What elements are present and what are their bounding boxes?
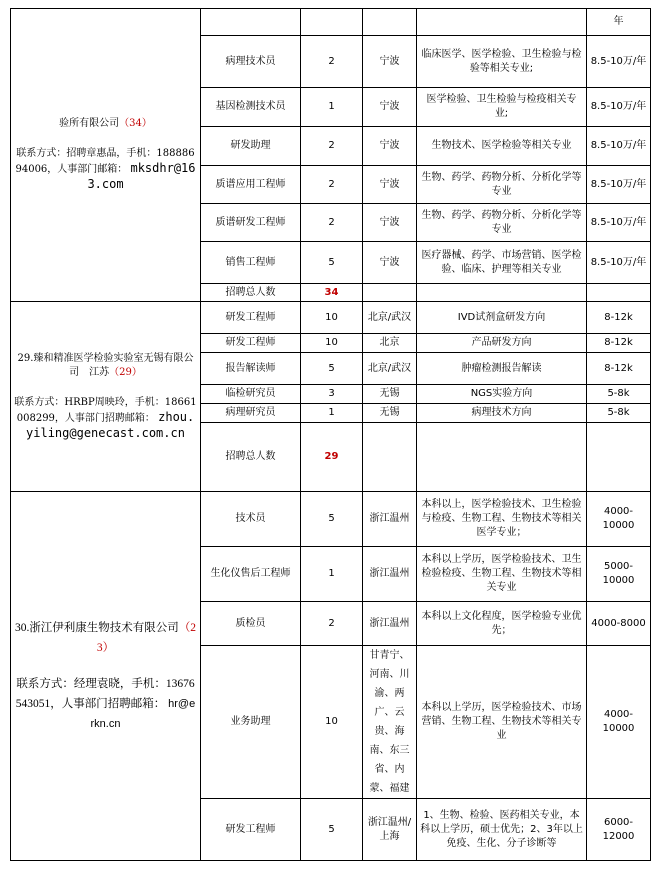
major-cell: 肿瘤检测报告解读 [417, 353, 587, 385]
total-label: 招聘总人数 [201, 423, 301, 492]
location-cell: 浙江温州 [363, 547, 417, 602]
salary-cell: 4000-10000 [587, 646, 651, 799]
company-count: （34） [119, 118, 152, 129]
major-cell: 生物、药学、药物分析、分析化学等专业 [417, 166, 587, 204]
contact-text: 联系方式：招聘章惠晶，手机：18888694006，人事部门邮箱： [15, 148, 195, 175]
salary-cell: 年 [587, 9, 651, 36]
location-cell: 甘青宁、河南、川渝、两广、云贵、海南、东三省、内蒙、福建 [363, 646, 417, 799]
salary-cell: 4000-8000 [587, 602, 651, 646]
count-cell: 2 [301, 602, 363, 646]
position-cell: 技术员 [201, 492, 301, 547]
count-cell: 10 [301, 302, 363, 334]
location-cell: 宁波 [363, 242, 417, 284]
total-label: 招聘总人数 [201, 284, 301, 302]
position-cell: 销售工程师 [201, 242, 301, 284]
position-cell: 质谱应用工程师 [201, 166, 301, 204]
company-count: （29） [109, 366, 142, 378]
count-cell: 1 [301, 547, 363, 602]
count-cell: 5 [301, 353, 363, 385]
position-cell: 病理研究员 [201, 404, 301, 423]
location-cell: 宁波 [363, 166, 417, 204]
major-cell: 生物、药学、药物分析、分析化学等专业 [417, 204, 587, 242]
count-cell: 3 [301, 385, 363, 404]
company-count: （23） [96, 622, 197, 654]
contact-email: mksdhr@163.com [87, 161, 196, 191]
major-cell: 1、生物、检验、医药相关专业，本科以上学历，硕士优先；2、3年以上免疫、生化、分子诊断等 [417, 799, 587, 861]
major-cell: 医疗器械、药学、市场营销、医学检验、临床、护理等相关专业 [417, 242, 587, 284]
location-cell: 宁波 [363, 36, 417, 88]
location-cell: 宁波 [363, 127, 417, 166]
salary-cell: 8.5-10万/年 [587, 88, 651, 127]
table-row [11, 302, 651, 334]
salary-cell: 5-8k [587, 385, 651, 404]
total-count: 29 [301, 423, 363, 492]
company-cell [11, 492, 201, 861]
position-cell: 研发工程师 [201, 302, 301, 334]
location-cell: 浙江温州/上海 [363, 799, 417, 861]
major-cell: 本科以上学历，医学检验技术、市场营销、生物工程、生物技术等相关专业 [417, 646, 587, 799]
recruitment-table [10, 8, 651, 861]
major-cell: 病理技术方向 [417, 404, 587, 423]
salary-cell: 8.5-10万/年 [587, 166, 651, 204]
major-cell: NGS实验方向 [417, 385, 587, 404]
position-cell: 研发助理 [201, 127, 301, 166]
location-cell: 无锡 [363, 385, 417, 404]
position-cell: 质谱研发工程师 [201, 204, 301, 242]
major-cell: 临床医学、医学检验、卫生检验与检验等相关专业; [417, 36, 587, 88]
table-row [11, 492, 651, 547]
salary-cell: 8.5-10万/年 [587, 204, 651, 242]
salary-cell: 8.5-10万/年 [587, 127, 651, 166]
position-cell: 报告解读师 [201, 353, 301, 385]
table-row [11, 9, 651, 36]
location-cell: 北京/武汉 [363, 353, 417, 385]
count-cell: 2 [301, 166, 363, 204]
count-cell: 2 [301, 36, 363, 88]
contact-text: 联系方式：HRBP周映玲，手机：18661008299，人事部门招聘邮箱： [14, 396, 197, 424]
contact-text: 联系方式：经理袁晓，手机：13676543051，人事部门招聘邮箱： [15, 678, 195, 710]
major-cell: 本科以上，医学检验技术、卫生检验与检疫、生物工程、生物技术等相关医学专业； [417, 492, 587, 547]
company-name: 29.臻和精准医学检验实验室无锡有限公司 江苏 [17, 352, 194, 378]
position-cell: 生化仪售后工程师 [201, 547, 301, 602]
contact-email: zhou.yiling@genecast.com.cn [26, 409, 195, 440]
major-cell: 生物技术、医学检验等相关专业 [417, 127, 587, 166]
position-cell: 业务助理 [201, 646, 301, 799]
salary-cell: 5000-10000 [587, 547, 651, 602]
position-cell: 质检员 [201, 602, 301, 646]
count-cell: 10 [301, 646, 363, 799]
salary-cell: 8.5-10万/年 [587, 242, 651, 284]
count-cell: 1 [301, 88, 363, 127]
company-cell [11, 302, 201, 492]
major-cell: 本科以上文化程度，医学检验专业优先； [417, 602, 587, 646]
count-cell [301, 9, 363, 36]
location-cell [363, 9, 417, 36]
total-count: 34 [301, 284, 363, 302]
company-name: 验所有限公司 [59, 118, 120, 129]
company-cell [11, 9, 201, 302]
salary-cell: 5-8k [587, 404, 651, 423]
location-cell: 宁波 [363, 88, 417, 127]
position-cell: 基因检测技术员 [201, 88, 301, 127]
count-cell: 10 [301, 334, 363, 353]
location-cell: 浙江温州 [363, 602, 417, 646]
count-cell: 1 [301, 404, 363, 423]
count-cell: 5 [301, 242, 363, 284]
location-cell: 北京 [363, 334, 417, 353]
salary-cell: 8-12k [587, 302, 651, 334]
salary-cell: 8.5-10万/年 [587, 36, 651, 88]
contact-email: hr@erkn.cn [90, 698, 196, 730]
major-cell [417, 9, 587, 36]
company-name: 30.浙江伊利康生物技术有限公司 [14, 622, 179, 634]
count-cell: 5 [301, 492, 363, 547]
salary-cell: 6000-12000 [587, 799, 651, 861]
position-cell: 研发工程师 [201, 334, 301, 353]
count-cell: 2 [301, 204, 363, 242]
major-cell: 医学检验、卫生检验与检疫相关专业; [417, 88, 587, 127]
position-cell: 病理技术员 [201, 36, 301, 88]
position-cell [201, 9, 301, 36]
location-cell: 无锡 [363, 404, 417, 423]
position-cell: 研发工程师 [201, 799, 301, 861]
salary-cell: 8-12k [587, 334, 651, 353]
count-cell: 5 [301, 799, 363, 861]
major-cell: 产品研发方向 [417, 334, 587, 353]
salary-cell: 4000-10000 [587, 492, 651, 547]
major-cell: 本科以上学历，医学检验技术、卫生检验检疫、生物工程、生物技术等相关专业 [417, 547, 587, 602]
count-cell: 2 [301, 127, 363, 166]
location-cell: 宁波 [363, 204, 417, 242]
location-cell: 浙江温州 [363, 492, 417, 547]
salary-cell: 8-12k [587, 353, 651, 385]
major-cell: IVD试剂盒研发方向 [417, 302, 587, 334]
position-cell: 临检研究员 [201, 385, 301, 404]
location-cell: 北京/武汉 [363, 302, 417, 334]
